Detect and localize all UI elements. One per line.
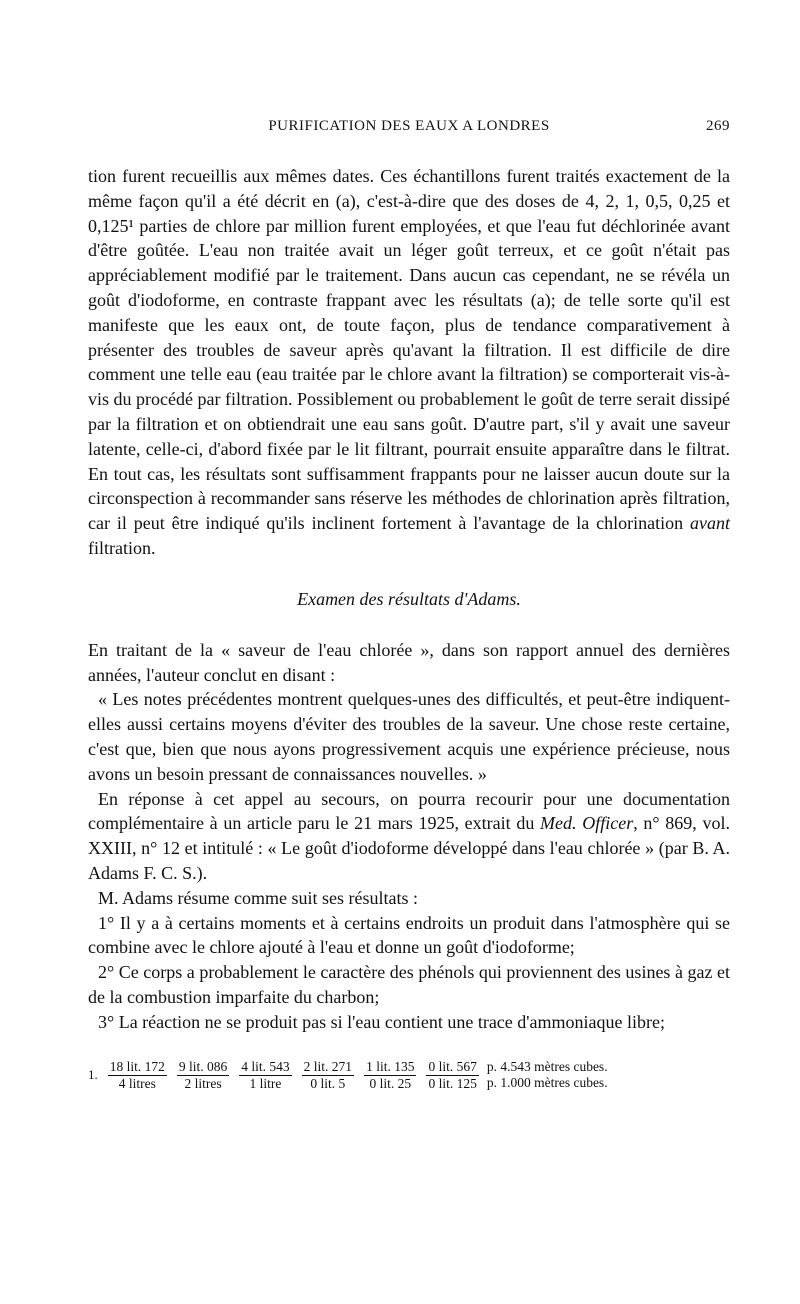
fraction: $\frac{\text{0 lit. 567}}{\text{0 lit. 125}}$ — [428, 1058, 477, 1091]
emphasis-avant: avant — [690, 513, 731, 534]
section-heading: Examen des résultats d'Adams. — [297, 588, 521, 609]
fraction: $\frac{\text{9 lit. 086}}{\text{2 litres}}$ — [178, 1058, 228, 1091]
list-item: 3° La réaction ne se produit pas si l'eau contient une trace d'ammoniaque libre; — [98, 1011, 665, 1032]
journal-title: Med. Officer — [540, 813, 634, 834]
page-number: 269 — [706, 118, 730, 134]
fraction: $\frac{\text{2 lit. 271}}{\text{0 lit. 5}}$ — [303, 1058, 353, 1091]
running-title: PURIFICATION DES EAUX A LONDRES — [268, 118, 550, 134]
paragraph: En traitant de la « saveur de l'eau chlorée », dans son rapport annuel des dernières années, l'auteur conclut en disant : — [88, 639, 730, 685]
fraction: $\frac{\text{4 lit. 543}}{\text{1 litre}}$ — [241, 1058, 290, 1091]
paragraph: M. Adams résume comme suit ses résultats : — [98, 887, 418, 908]
footnote-mark: 1. — [88, 1067, 98, 1082]
list-item: 2° Ce corps a probablement le caractère des phénols qui proviennent des usines à gaz et de la combustion imparfaite du charbon; — [88, 962, 730, 1007]
paragraph-continued: tion furent recueillis aux mêmes dates. Ces échantillons furent traités exactement de la même façon qu'il a été décrit en (a), c'est-à-dire que des doses de 4, 2, 1, 0,5, 0,25 et 0,125¹ parties de chlore par million furent employées, et que l'eau fut déchlorinée avant d'être goûtée. L'eau non traitée avait un léger goût terreux, et ce goût n'était pas appréciablement modifié par le traitement. Dans aucun cas cependant, ne se révéla un goût d'iodoforme, en contraste frappant avec les résultats (a); de telle sorte qu'il est manifeste que les eaux ont, de toute façon, plus de tendance comparativement à présenter des troubles de saveur après qu'avant la filtration. Il est difficile de dire comment une telle eau (eau traitée par le chlore avant la filtration) se comporterait vis-à-vis du procédé par filtration. Possiblement ou probablement le goût de terre serait dissipé par la filtration et on obtiendrait une eau sans goût. D'autre part, s'il y avait une saveur latente, celle-ci, d'abord fixée par le lit filtrant, pourrait ensuite apparaître dans le filtrat. En tout cas, les résultats sont suffisamment frappants pour ne laisser aucun doute sur la circonspection à recommander sans réserve les méthodes de chlorination après filtration, car il peut être indiqué qu'ils inclinent fortement à l'avantage de la chlorination avant filtration. — [88, 166, 731, 558]
fraction: $\frac{\text{18 lit. 172}}{\text{4 litres}}$ — [109, 1058, 165, 1091]
footnote-results: p. 4.543 mètres cubes. p. 1.000 mètres cubes. — [486, 1059, 608, 1090]
quoted-paragraph: « Les notes précédentes montrent quelques-unes des difficultés, et peut-être indiquent-elles aussi certains moyens d'éviter des troubles de la saveur. Une chose reste certaine, c'est que, bien que nous ayons progressivement acquis une expérience précieuse, nous avons un besoin pressant de connaissances nouvelles. » — [88, 689, 730, 784]
list-item: 1° Il y a à certains moments et à certains endroits un produit dans l'atmosphère qui se combine avec le chlore ajouté à l'eau et donne un goût d'iodoforme; — [88, 912, 730, 958]
reference-paragraph: En réponse à cet appel au secours, on pourra recourir pour une documentation complémentaire à un article paru le 21 mars 1925, extrait du Med. Officer, n° 869, vol. XXIII, n° 12 et intitulé : « Le goût d'iodoforme développé dans l'eau chlorée » (par B. A. Adams F. C. S.). — [88, 788, 730, 883]
footnote-fractions — [108, 1059, 479, 1092]
fraction: $\frac{\text{1 lit. 135}}{\text{0 lit. 25}}$ — [366, 1058, 415, 1091]
footnote — [88, 1059, 730, 1092]
running-header — [88, 118, 730, 144]
document-page — [88, 118, 730, 1092]
